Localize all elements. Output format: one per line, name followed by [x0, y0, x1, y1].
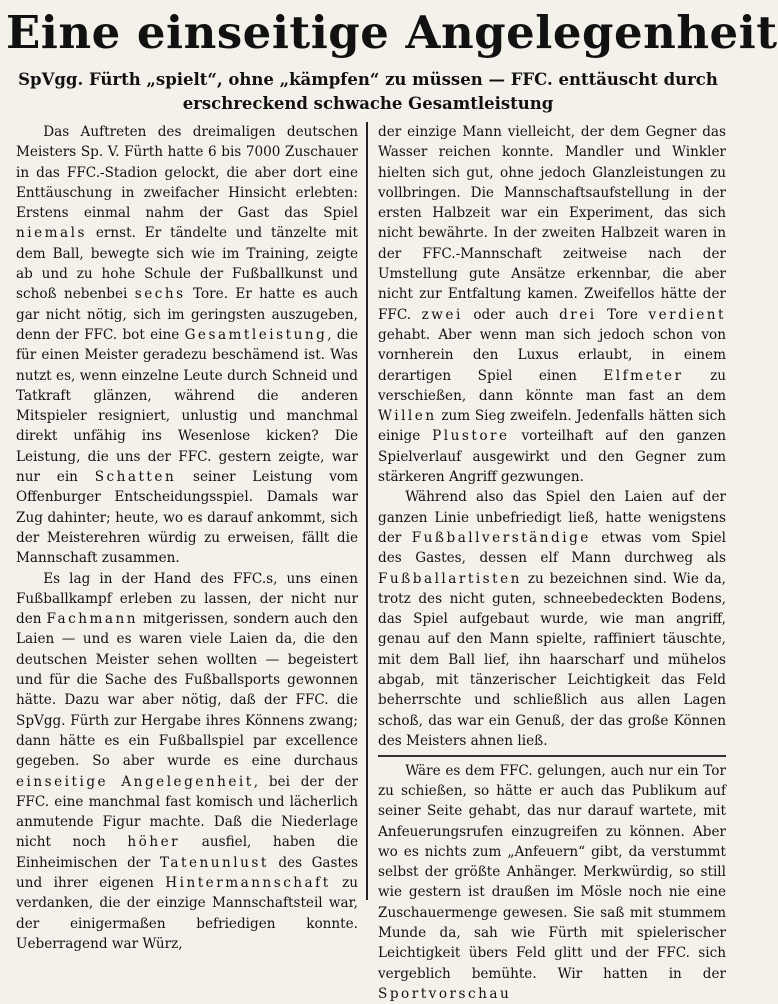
spaced-emphasis: zwei: [421, 306, 463, 323]
spaced-emphasis: sechs: [134, 286, 186, 303]
text-run: , die für einen Meister geradezu beschämend ist. Was nutzt es, wenn einzelne Leute durch Schneid und Tatkraft glänzen, während die anderen Mitspieler resigniert, unlustig und manchmal direkt unfähig ins Wesenlose kicken? Die Leistung, die uns der FFC. gestern zeigte, war nur ein: [16, 326, 358, 486]
article-subheadline: SpVgg. Fürth „spielt“, ohne „kämpfen“ zu müssen — FFC. enttäuscht durch erschreckend schwache Gesamtleistung: [18, 70, 718, 113]
article-headline: Eine einseitige Angelegenheit: [6, 6, 778, 59]
spaced-emphasis: Gesamtleistung: [184, 326, 328, 343]
spaced-emphasis: Tatenunlust: [159, 854, 269, 871]
text-run: ausfiel, haben die Einheimischen der: [16, 834, 358, 871]
spaced-emphasis: höher: [127, 834, 181, 851]
spaced-emphasis: Schatten: [94, 469, 177, 486]
text-run: zum Sieg zweifeln. Jedenfalls hätten sich einige: [378, 408, 726, 445]
text-run: zu verschießen, dann könnte man fast an dem: [378, 367, 726, 404]
article-body: [6, 122, 730, 1002]
spaced-emphasis: Elfmeter: [603, 367, 684, 384]
text-run: Das Auftreten des dreimaligen deutschen Meisters Sp. V. Fürth hatte 6 bis 7000 Zuschauer in das FFC.-Stadion gelockt, die aber dort eine Enttäuschung in zweifacher Hinsicht erlebten: Erstens einmal nahm der Gast das Spiel: [16, 124, 358, 222]
text-run: Tore: [596, 306, 649, 323]
left-paragraph-1: [16, 122, 358, 569]
text-run: Während also das Spiel den Laien auf der ganzen Linie unbefriedigt ließ, hatte wenigstens der: [378, 489, 726, 546]
text-run: mitgerissen, sondern auch den Laien — und es waren viele Laien da, die den deutschen Meister sehen wollten — begeistert und für die Sache des Fußballsports gewonnen hätte. Dazu war aber nötig, daß der FFC. die SpVgg. Fürth zur Hergabe ihres Könnens zwang; dann hätte es ein Fußballspiel par excellence gegeben. So aber wurde es eine durchaus: [16, 611, 358, 770]
spaced-emphasis: Fachmann: [46, 611, 138, 628]
text-run: oder auch: [462, 306, 560, 323]
spaced-emphasis: Hintermannschaft: [165, 874, 331, 891]
spaced-emphasis: Plustore: [432, 428, 510, 445]
spaced-emphasis: Fußballverständige: [411, 529, 591, 546]
text-run: gehabt. Aber wenn man sich jedoch schon von vornherein den Luxus erlaubt, in einem derartigen Spiel einen: [378, 326, 726, 384]
text-run: zu bezeichnen sind. Wie da, trotz des nicht guten, schneebedeckten Bodens, das Spiel aufgebaut wurde, wie man angriff, genau auf den Mann spielte, raffiniert täuschte, mit dem Ball lief, ihn haarscharf und mühelos abgab, mit tänzerischer Leichtigkeit das Feld beherrschte und schließlich aus allen Lagen schoß, das war ein Genuß, der das große Können des Meisters ahnen ließ.: [378, 570, 726, 749]
spaced-emphasis: drei: [559, 306, 597, 323]
text-run: ernst. Er tändelte und tänzelte mit dem Ball, bewegte sich wie im Training, zeigte ab und zu hohe Schule der Fußballkunst und schoß nebenbei: [16, 225, 358, 303]
spaced-emphasis: Fußballartisten: [378, 570, 522, 587]
right-paragraph-3: [378, 761, 726, 1004]
right-column: [370, 122, 728, 1002]
spaced-emphasis: einseitige Angelegenheit: [16, 773, 254, 790]
text-run: zu verdanken, die der einzige Mannschaftsteil war, der einigermaßen befriedigen konnte. Ueberragend war Würz,: [16, 874, 358, 952]
text-run: Tore. Er hatte es auch gar nicht nötig, sich im geringsten auszugeben, denn der FFC. bot eine: [16, 286, 358, 343]
text-run: etwas vom Spiel des Gastes, dessen elf Mann durchweg als: [378, 529, 726, 567]
left-paragraph-2: [16, 569, 358, 955]
left-column: [6, 122, 364, 952]
spaced-emphasis: Sportvorschau: [378, 985, 512, 1002]
right-paragraph-2: [378, 487, 726, 751]
text-run: des Gastes und ihrer eigenen: [16, 854, 358, 891]
text-run: Wäre es dem FFC. gelungen, auch nur ein Tor zu schießen, so hätte er auch das Publikum auf seiner Seite gehabt, das nur darauf wartete, mit Anfeuerungsrufen einzugreifen zu können. Aber wo es nichts zum „Anfeuern“ gibt, da verstummt selbst der größte Anhänger. Merkwürdig, so still wie gestern ist draußen im Mösle noch nie eine Zuschauermenge gewesen. Sie saß mit stummem Munde da, sah wie Fürth mit spielerischer Leichtigkeit übers Feld glitt und der FFC. sich vergeblich bemühte. Wir hatten in der: [378, 762, 726, 982]
text-run: vorteilhaft auf den ganzen Spielverlauf ausgewirkt und den Gegner zum stärkeren Angriff gezwungen.: [378, 428, 726, 486]
text-run: der einzige Mann vielleicht, der dem Gegner das Wasser reichen konnte. Mandler und Winkler hielten sich gut, ohne jedoch Glanzleistungen zu vollbringen. Die Mannschaftsaufstellung in der ersten Halbzeit war ein Experiment, das sich nicht bewährte. In der zweiten Halbzeit waren in der FFC.-Mannschaft zeitweise nach der Umstellung gute Ansätze erkennbar, die aber nicht zur Entfaltung kamen. Zweifellos hätte der FFC.: [378, 124, 726, 323]
column-divider: [366, 122, 368, 900]
text-run: , bei der der FFC. eine manchmal fast komisch und lächerlich anmutende Figur machte. Daß die Niederlage nicht noch: [16, 773, 359, 851]
spaced-emphasis: Willen: [378, 408, 437, 425]
spaced-emphasis: niemals: [16, 225, 87, 242]
spaced-emphasis: verdient: [648, 306, 726, 323]
text-run: seiner Leistung vom Offenburger Entscheidungsspiel. Damals war Zug dahinter; heute, wo es darauf ankommt, sich der Meisterehren würdig zu erweisen, fällt die Mannschaft zusammen.: [16, 469, 358, 567]
text-run: Es lag in der Hand des FFC.s, uns einen Fußballkampf erleben zu lassen, der nicht nur den: [16, 570, 358, 628]
section-rule: [378, 755, 726, 757]
right-paragraph-1: [378, 122, 726, 487]
